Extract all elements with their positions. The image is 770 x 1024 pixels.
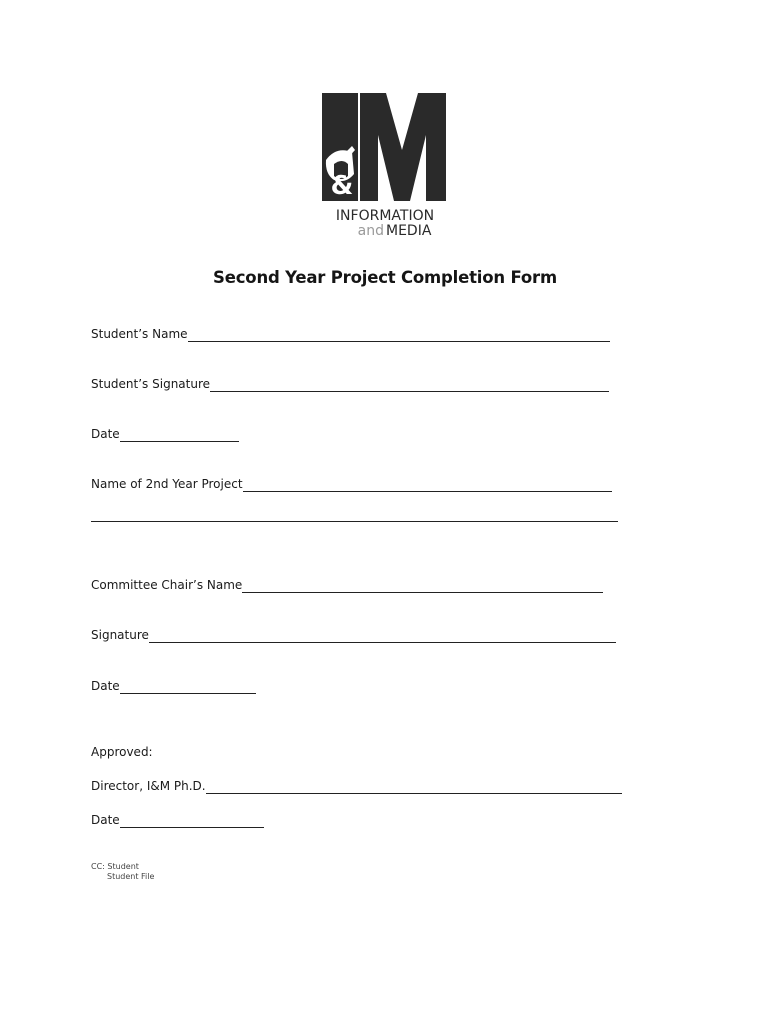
logo-line-and: and bbox=[357, 223, 384, 239]
cc-line-1: CC: Student bbox=[91, 862, 139, 871]
im-logo-graphic bbox=[320, 90, 450, 240]
logo-line-information: INFORMATION bbox=[335, 208, 435, 224]
approved-row bbox=[91, 744, 153, 760]
student-signature-field[interactable] bbox=[210, 378, 609, 392]
approved-label: Approved: bbox=[91, 745, 153, 759]
director-signature-field[interactable] bbox=[206, 780, 622, 794]
date-row-3 bbox=[91, 812, 264, 828]
date-label-1: Date bbox=[91, 427, 120, 441]
director-label: Director, I&M Ph.D. bbox=[91, 779, 206, 793]
chair-name-field[interactable] bbox=[242, 579, 603, 593]
student-signature-row bbox=[91, 376, 609, 392]
date-label-3: Date bbox=[91, 813, 120, 827]
date-field-3[interactable] bbox=[120, 814, 264, 828]
date-row-2 bbox=[91, 678, 256, 694]
project-name-row bbox=[91, 476, 612, 492]
chair-name-label: Committee Chair’s Name bbox=[91, 578, 243, 592]
date-row-1 bbox=[91, 426, 239, 442]
student-name-label: Student’s Name bbox=[91, 327, 188, 341]
director-row bbox=[91, 778, 622, 794]
project-name-continuation-line[interactable] bbox=[91, 521, 618, 522]
cc-block bbox=[91, 862, 154, 882]
svg-text:&: & bbox=[330, 171, 354, 201]
cc-line-2: Student File bbox=[107, 872, 155, 881]
chair-name-row bbox=[91, 577, 603, 593]
student-name-field[interactable] bbox=[188, 328, 610, 342]
project-name-field[interactable] bbox=[243, 478, 612, 492]
date-label-2: Date bbox=[91, 679, 120, 693]
date-field-2[interactable] bbox=[120, 680, 256, 694]
information-and-media-logo bbox=[320, 90, 450, 240]
form-title: Second Year Project Completion Form bbox=[213, 268, 557, 287]
student-signature-label: Student’s Signature bbox=[91, 377, 211, 391]
project-name-label: Name of 2nd Year Project bbox=[91, 477, 243, 491]
logo-line-media: MEDIA bbox=[386, 223, 432, 239]
student-name-row bbox=[91, 326, 610, 342]
date-field-1[interactable] bbox=[120, 428, 239, 442]
chair-signature-row bbox=[91, 627, 616, 643]
chair-signature-label: Signature bbox=[91, 628, 149, 642]
chair-signature-field[interactable] bbox=[149, 629, 616, 643]
